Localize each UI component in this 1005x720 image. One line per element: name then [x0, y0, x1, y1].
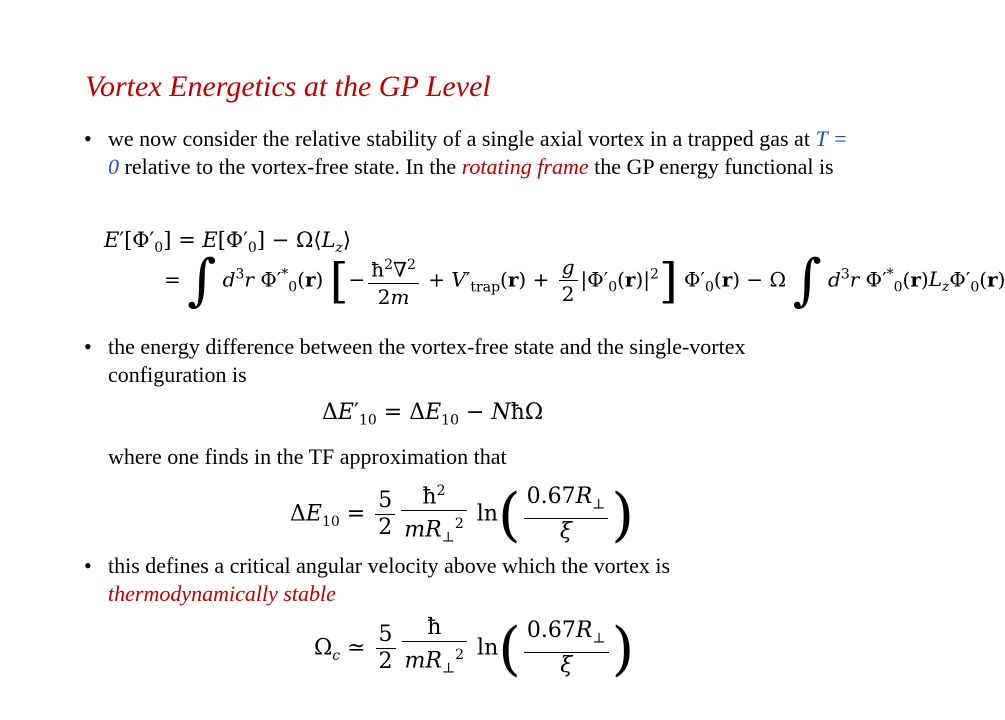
- equation-energy-functional-line2: = ∫ $d^3r$ $\Phi'^*_0(r)$ [− $\frac{ħ^2\nabla^2}{2m}$ + $V'_{trap}(r)$ + $\frac{g}{2}$ $|\Phi'_0(r)|^2$] $\Phi'_0(r) - \Omega$ ∫ $d^3r$ $\Phi'^*_0(r)L_z\Phi'_0(r)$: [164, 247, 1005, 313]
- bullet-energy-difference: [84, 333, 844, 393]
- equation-energy-functional-line1: $E'[\Phi'_0] = E[\Phi'_0]$ − $\Omega⟨L_z⟩$: [104, 228, 352, 257]
- slide-title: Vortex Energetics at the GP Level: [85, 70, 491, 103]
- bullet-text-part: the GP energy functional is: [588, 154, 834, 179]
- equation-delta-e-tf: $\Delta E_{10}$ = $\frac{5}{2}$ $\frac{ħ^2}{mR_\perp^2}$ ln( $\frac{0.67R_\perp}{\xi}$ ): [290, 478, 634, 551]
- bullet-text-part: we now consider the relative stability of a single axial vortex in a trapped gas at: [108, 126, 816, 151]
- equation-omega-c: $\Omega_c$ ≃ $\frac{5}{2}$ $\frac{ħ}{mR_\perp^2}$ ln( $\frac{0.67R_\perp}{\xi}$ ): [314, 614, 635, 683]
- bullet-text: the energy difference between the vortex-free state and the single-vortex configuration is: [108, 334, 746, 387]
- bullet-stability: [84, 125, 848, 215]
- bullet-marker: •: [84, 553, 92, 578]
- bullet-critical-velocity: [84, 552, 844, 612]
- bullet-text: [108, 125, 848, 181]
- equation-delta-e-prime: $\Delta E'_{10} = \Delta E_{10}$ − NħΩ: [322, 400, 544, 429]
- rotating-frame-emphasis: rotating frame: [461, 154, 589, 179]
- bullet-text-part: relative to the vortex-free state. In the: [119, 154, 462, 179]
- bullet-marker: •: [84, 126, 92, 151]
- bullet-text: [108, 552, 828, 608]
- thermodynamically-stable-emphasis: thermodynamically stable: [108, 581, 336, 606]
- temperature-symbol: T = 0: [108, 126, 848, 179]
- tf-approximation-note: where one finds in the TF approximation that: [108, 444, 507, 469]
- bullet-marker: •: [84, 334, 92, 359]
- bullet-text-part: this defines a critical angular velocity above which the vortex is: [108, 553, 671, 578]
